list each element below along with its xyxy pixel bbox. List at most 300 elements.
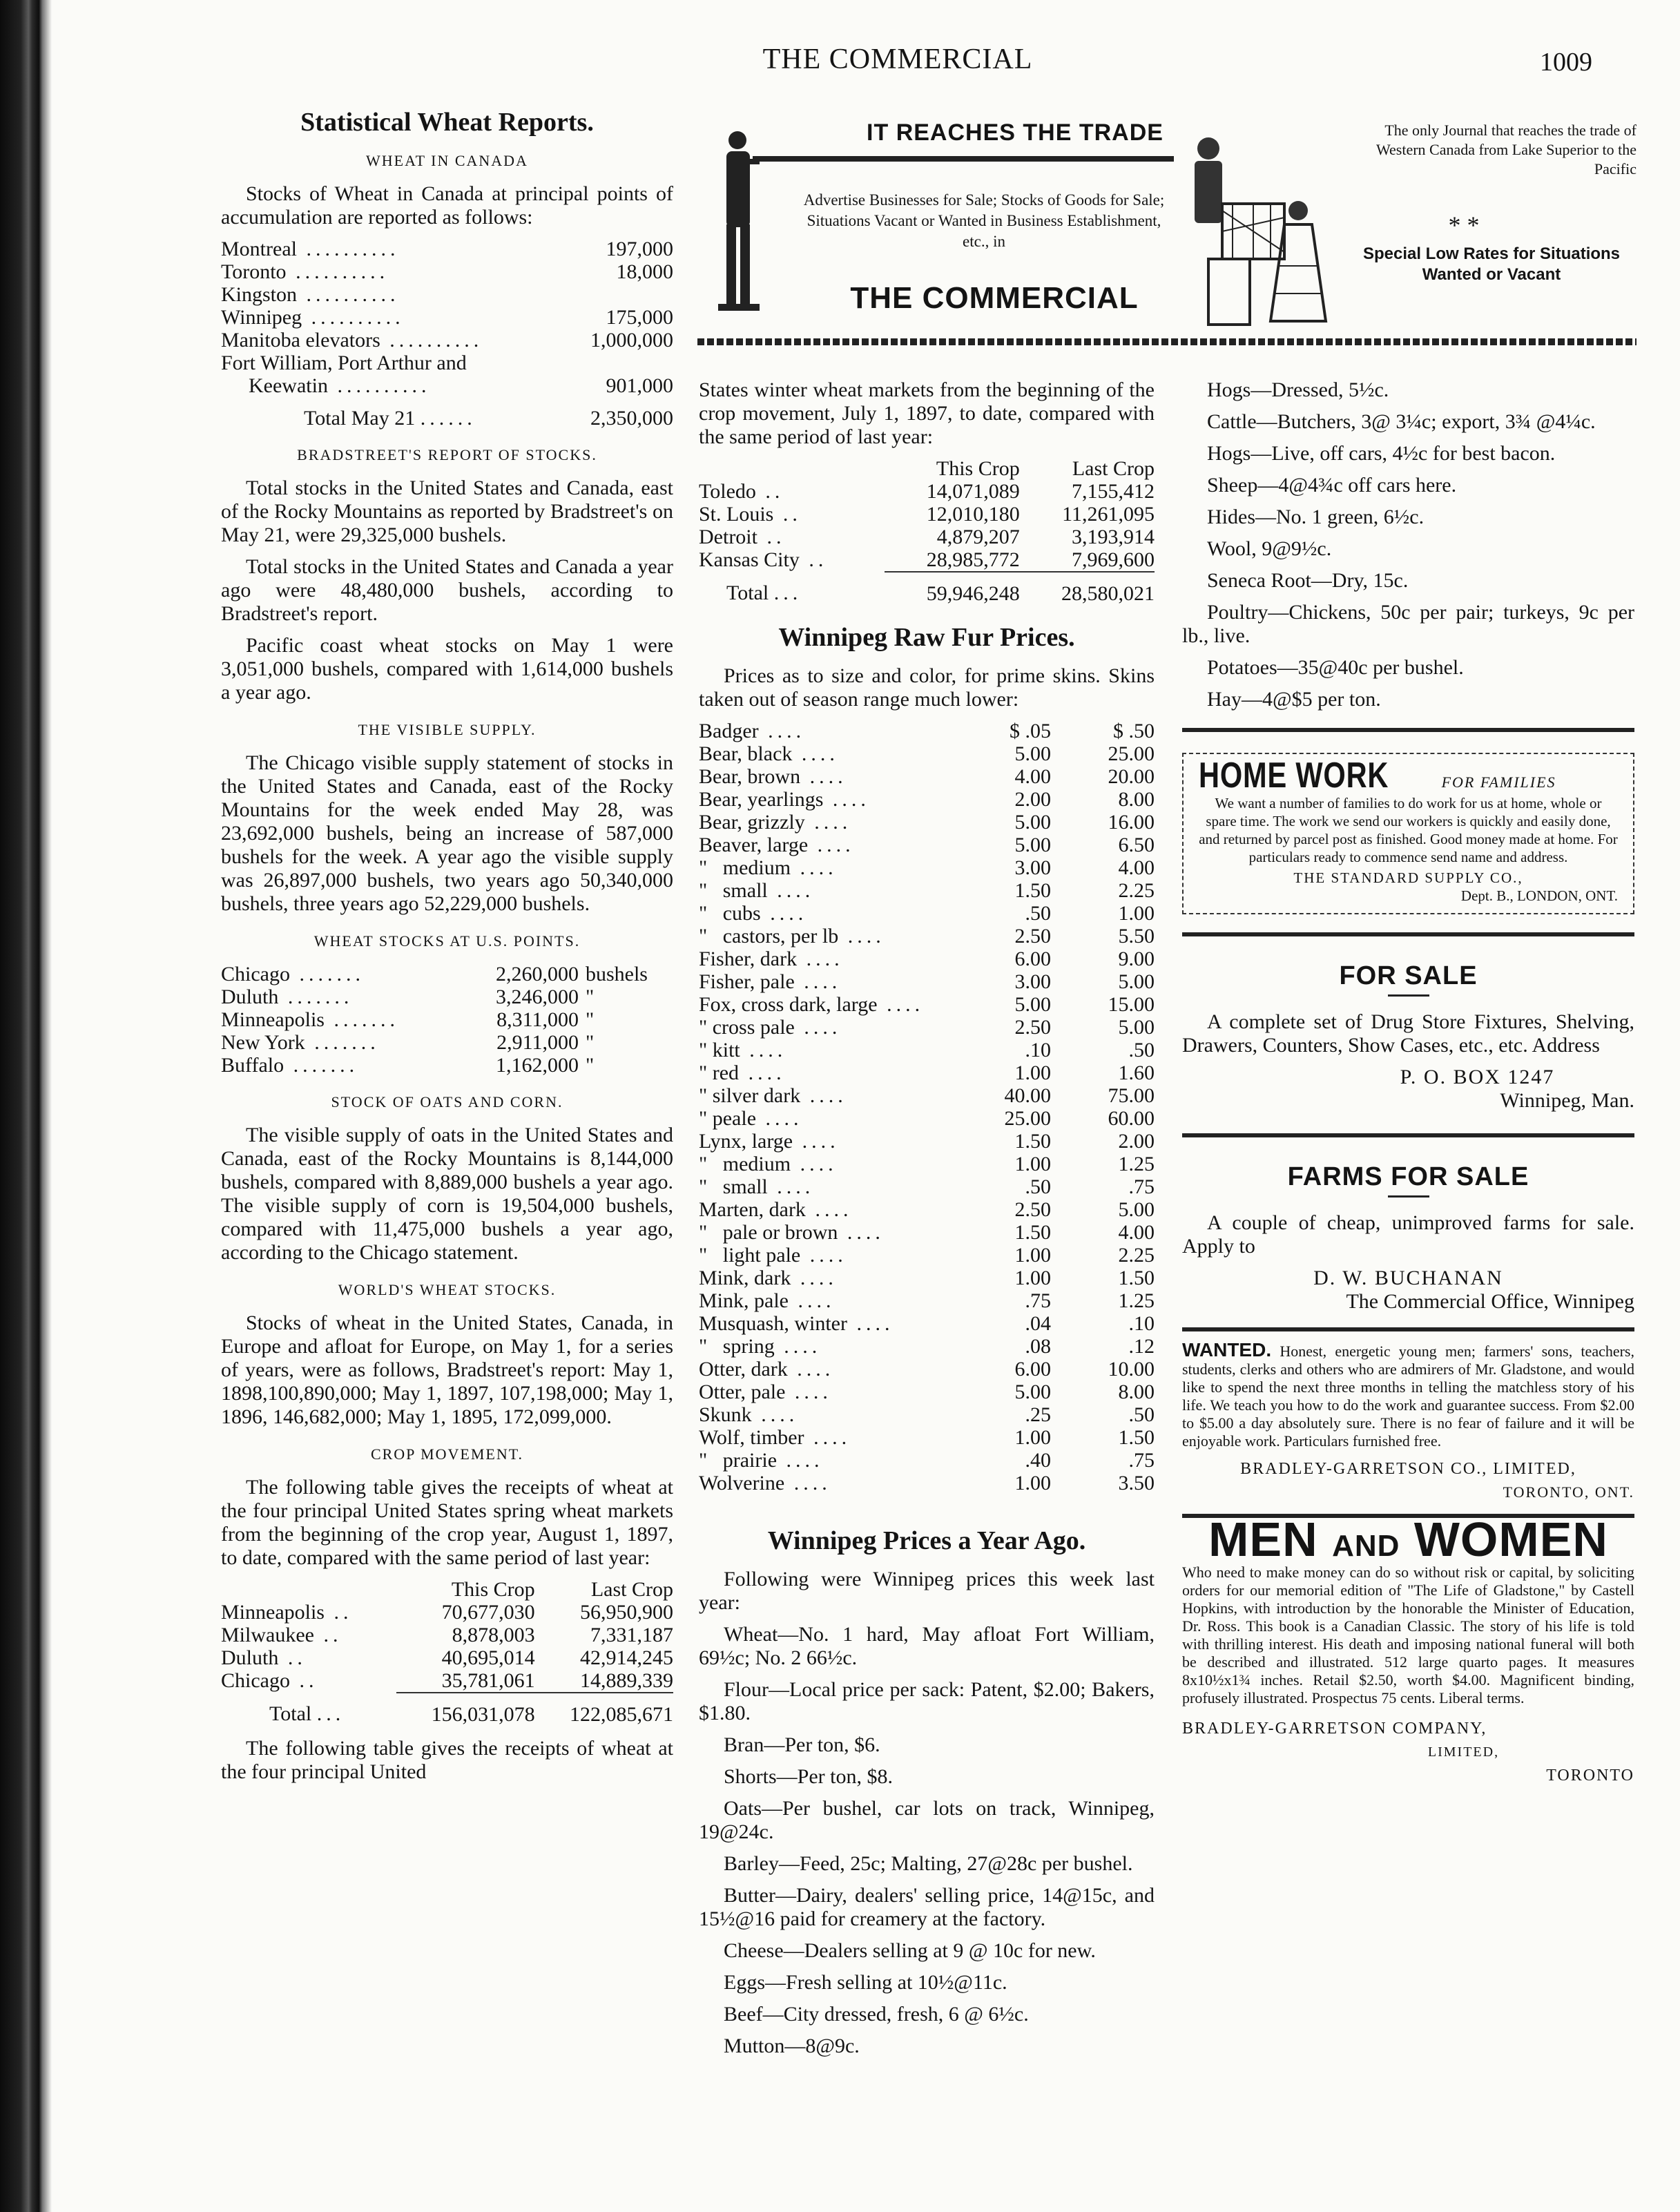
- leader-dots: ....: [788, 1289, 836, 1312]
- col-header: Last Crop: [590, 1578, 673, 1601]
- table-row: [699, 1289, 1155, 1312]
- row-value: .50: [1128, 1039, 1155, 1061]
- label-text: Bear, black: [699, 742, 793, 765]
- leader-dots: ....: [838, 925, 885, 948]
- row-value: 5.00: [1014, 742, 1051, 765]
- fur-prices-table: [699, 720, 1155, 1494]
- row-label: [699, 503, 885, 526]
- row-value: 40,695,014: [441, 1646, 535, 1669]
- leader-dots: ....: [877, 993, 925, 1016]
- table-row: [221, 306, 673, 329]
- label-text: Fisher, pale: [699, 970, 795, 993]
- row-label: [699, 856, 975, 879]
- row-value: .04: [1025, 1312, 1051, 1335]
- subhead-world-stocks: WORLD'S WHEAT STOCKS.: [338, 1281, 557, 1298]
- leader-dots: ..: [755, 480, 784, 503]
- row-label: [221, 1601, 396, 1624]
- row-value: 1.00: [1014, 1426, 1051, 1449]
- subhead-us-points: WHEAT STOCKS AT U.S. POINTS.: [313, 932, 581, 950]
- row-label: [699, 834, 975, 856]
- ad-subtitle: FOR FAMILIES: [1441, 773, 1556, 791]
- leader-dots: ....: [767, 879, 815, 902]
- subhead-wheat-in-canada: WHEAT IN CANADA: [366, 152, 528, 169]
- table-row: [699, 503, 1155, 526]
- paragraph: The Chicago visible supply statement of stocks in the United States and Canada, east of the Rocky Mountains for the week ended May 28, was 23,692,000 bushels, being an increase of 587,000 bushels for the week. A year ago the visible supply was 26,897,000 bushels, two years ago 50,340,000 bushels, three years ago 52,229,000 bushels.: [221, 751, 673, 915]
- row-value: 1.50: [1118, 1426, 1155, 1449]
- label-text: Fox, cross dark, large: [699, 993, 878, 1016]
- table-row: [699, 1267, 1155, 1289]
- ad-company: THE STANDARD SUPPLY CO.,: [1293, 869, 1523, 886]
- row-value: 1,000,000: [590, 329, 673, 352]
- row-unit: ": [585, 1008, 595, 1031]
- leader-dots: ..: [757, 526, 786, 548]
- leader-dots: ....: [794, 1016, 842, 1039]
- table-row: [221, 260, 673, 283]
- label-text: Minneapolis: [221, 1601, 325, 1624]
- row-label: [221, 1624, 396, 1646]
- table-row: [221, 1669, 673, 1693]
- row-label: [699, 1221, 975, 1244]
- men-and-women-title: [1182, 1512, 1634, 1566]
- row-value: 15.00: [1108, 993, 1155, 1016]
- section-headline: Winnipeg Prices a Year Ago.: [767, 1526, 1086, 1555]
- label-text: Winnipeg: [221, 306, 302, 329]
- row-value: 5.00: [1118, 1016, 1155, 1039]
- label-text: Otter, pale: [699, 1381, 786, 1403]
- commercial-ad-banner: [697, 114, 1636, 349]
- row-value: 75.00: [1108, 1084, 1155, 1107]
- leader-dots: ....: [739, 1061, 786, 1084]
- total-label: Total: [269, 1702, 312, 1725]
- list-item: Butter—Dairy, dealers' selling price, 14@15c, and 15½@16 paid for creamery at the factory.: [699, 1884, 1155, 1930]
- leader-dots: ..: [313, 1624, 342, 1646]
- leader-dots: ....: [791, 856, 838, 879]
- label-text: " peale: [699, 1107, 757, 1130]
- divider: [1182, 1327, 1634, 1331]
- label-text: Beaver, large: [699, 834, 809, 856]
- row-value: .10: [1025, 1039, 1051, 1061]
- label-text: Montreal: [221, 238, 297, 260]
- prices-list: [699, 1623, 1155, 2058]
- leader-dots: ..: [773, 503, 802, 526]
- row-label: [699, 993, 975, 1016]
- row-value: 2,911,000: [496, 1031, 579, 1054]
- ad-body: Advertise Businesses for Sale; Stocks of Goods for Sale; Situations Vacant or Wanted in Business Establishment, etc., in: [803, 191, 1165, 250]
- row-label: [221, 352, 565, 374]
- row-label: [699, 1039, 975, 1061]
- table-row: [699, 1107, 1155, 1130]
- row-value: 56,950,900: [580, 1601, 673, 1624]
- label-text: Lynx, large: [699, 1130, 793, 1153]
- label-text: Manitoba elevators: [221, 329, 380, 352]
- row-value: 35,781,061: [441, 1669, 535, 1692]
- row-value: 5.00: [1014, 1381, 1051, 1403]
- row-value: .40: [1025, 1449, 1051, 1472]
- total-label: Total May 21: [304, 407, 416, 430]
- paragraph: Total stocks in the United States and Canada, east of the Rocky Mountains as reported by Bradstreet's on May 21, were 29,325,000 bushels.: [221, 477, 673, 546]
- row-value: 5.00: [1118, 970, 1155, 993]
- leader-dots: .......: [305, 1031, 380, 1054]
- table-row: [221, 374, 673, 397]
- row-value: 11,261,095: [1062, 503, 1155, 526]
- title-part: WOMEN: [1413, 1512, 1608, 1566]
- label-text: " small: [699, 879, 768, 902]
- merchants-figure-icon: [1167, 128, 1333, 328]
- table-row: [699, 1130, 1155, 1153]
- label-text: Duluth: [221, 985, 279, 1008]
- row-label: [699, 1267, 975, 1289]
- leader-dots: ..........: [302, 306, 405, 329]
- leader-dots: .......: [284, 1054, 359, 1077]
- row-value: 25.00: [1004, 1107, 1051, 1130]
- row-value: 1.00: [1014, 1061, 1051, 1084]
- paragraph: The following table gives the receipts of wheat at the four principal United States spring wheat markets from the beginning of the crop year, August 1, 1897, to date, compared with the same period of last year:: [221, 1476, 673, 1569]
- row-value: 197,000: [606, 238, 673, 260]
- row-label: [699, 1312, 975, 1335]
- subhead-bradstreet: BRADSTREET'S REPORT OF STOCKS.: [297, 446, 597, 463]
- list-item: Seneca Root—Dry, 15c.: [1207, 569, 1409, 592]
- row-value: $ .05: [1010, 720, 1051, 742]
- row-label: [699, 1244, 975, 1267]
- label-text: Duluth: [221, 1646, 279, 1669]
- row-value: 5.00: [1014, 811, 1051, 834]
- ad-brand: THE COMMERCIAL: [850, 281, 1139, 315]
- row-label: [221, 283, 565, 306]
- table-row: [699, 1039, 1155, 1061]
- row-label: [221, 963, 465, 985]
- ad-right-text: The only Journal that reaches the trade of Western Canada from Lake Superior to the Pacific: [1376, 122, 1636, 177]
- table-row: [699, 1016, 1155, 1039]
- list-item: Poultry—Chickens, 50c per pair; turkeys, 9c per lb., live.: [1182, 601, 1634, 647]
- table-row: [699, 902, 1155, 925]
- table-row: [699, 1335, 1155, 1358]
- table-row: [699, 788, 1155, 811]
- leader-dots: ....: [804, 1426, 851, 1449]
- row-label: [221, 306, 565, 329]
- label-text: " pale or brown: [699, 1221, 838, 1244]
- table-row: [221, 963, 673, 985]
- row-value: 14,889,339: [580, 1669, 673, 1692]
- leader-dots: ....: [808, 834, 855, 856]
- row-value: 8.00: [1118, 788, 1155, 811]
- us-points-table: [221, 963, 673, 1077]
- row-value: 1.00: [1014, 1267, 1051, 1289]
- row-value: 10.00: [1108, 1358, 1155, 1381]
- row-value: 4.00: [1118, 1221, 1155, 1244]
- leader-dots: ....: [756, 1107, 803, 1130]
- label-text: Marten, dark: [699, 1198, 806, 1221]
- ad-company: BRADLEY-GARRETSON COMPANY,: [1182, 1720, 1487, 1738]
- prices-list-continued: [1182, 378, 1634, 711]
- row-value: 2.50: [1014, 925, 1051, 948]
- label-text: Bear, grizzly: [699, 811, 805, 834]
- leader-dots: ....: [791, 1153, 838, 1175]
- row-label: [699, 1449, 975, 1472]
- ad-title: IT REACHES THE TRADE: [867, 119, 1164, 146]
- table-row: [699, 765, 1155, 788]
- row-label: [699, 811, 975, 834]
- table-row: [699, 1312, 1155, 1335]
- row-value: 2,260,000: [495, 963, 579, 985]
- ad-company: BRADLEY-GARRETSON CO., LIMITED,: [1240, 1460, 1576, 1478]
- leader-dots: ..........: [297, 283, 400, 306]
- label-text: Otter, dark: [699, 1358, 788, 1381]
- label-text: Toronto: [221, 260, 287, 283]
- table-row: [699, 1198, 1155, 1221]
- ad-title: WANTED.: [1182, 1339, 1272, 1360]
- row-value: 5.00: [1014, 834, 1051, 856]
- table-row: [699, 548, 1155, 572]
- label-text: Kingston: [221, 283, 298, 306]
- label-text: " silver dark: [699, 1084, 801, 1107]
- column-middle: [699, 378, 1155, 2066]
- row-value: .08: [1025, 1335, 1051, 1358]
- row-label: [221, 1646, 396, 1669]
- title-part: AND: [1332, 1529, 1400, 1563]
- list-item: Hides—No. 1 green, 6½c.: [1207, 506, 1425, 528]
- row-value: 1.50: [1014, 1221, 1051, 1244]
- label-text: Wolf, timber: [699, 1426, 804, 1449]
- label-text: " kitt: [699, 1039, 740, 1061]
- farms-title: FARMS FOR SALE: [1287, 1162, 1529, 1191]
- label-text: Milwaukee: [221, 1624, 314, 1646]
- label-text: Buffalo: [221, 1054, 284, 1077]
- paragraph: A couple of cheap, unimproved farms for sale. Apply to: [1182, 1211, 1634, 1258]
- label-text: " light pale: [699, 1244, 801, 1267]
- row-label: [699, 480, 885, 503]
- leader-dots: ....: [847, 1312, 894, 1335]
- list-item: Flour—Local price per sack: Patent, $2.00; Bakers, $1.80.: [699, 1678, 1155, 1724]
- row-value: 1.50: [1014, 1130, 1051, 1153]
- divider: [1182, 1133, 1634, 1137]
- for-sale-title: FOR SALE: [1339, 961, 1478, 990]
- label-text: Fisher, dark: [699, 948, 798, 970]
- col-header: This Crop: [936, 457, 1020, 480]
- row-value: 20.00: [1108, 765, 1155, 788]
- row-value: 12,010,180: [926, 503, 1020, 526]
- ad-body: Honest, energetic young men; farmers' sons, teachers, students, clerks and others who are admirers of Mr. Gladstone, and would like to spend the next three months in telling the matchless story of his life. We teach you how to do the work and guarantee success. From $2.00 to $5.00 a day absolutely sure. There is no fear of failure and it will be enjoyable work. Particulars furnished free.: [1182, 1343, 1634, 1450]
- leader-dots: ....: [793, 1130, 840, 1153]
- row-label: [699, 548, 885, 572]
- list-item: Barley—Feed, 25c; Malting, 27@28c per bushel.: [724, 1852, 1133, 1875]
- row-value: 1.25: [1118, 1153, 1155, 1175]
- row-value: 70,677,030: [441, 1601, 535, 1624]
- row-value: 3,246,000: [495, 985, 579, 1008]
- table-row: [699, 1244, 1155, 1267]
- row-label: [699, 1175, 975, 1198]
- book-spine-edge: [0, 0, 52, 2212]
- ad-city: TORONTO, ONT.: [1503, 1483, 1634, 1501]
- label-text: " spring: [699, 1335, 775, 1358]
- row-label: [699, 1198, 975, 1221]
- label-text: " prairie: [699, 1449, 778, 1472]
- row-value: 1.00: [1118, 902, 1155, 925]
- leader-dots: ....: [805, 1198, 853, 1221]
- list-item: Potatoes—35@40c per bushel.: [1207, 656, 1464, 679]
- row-label: [221, 374, 565, 397]
- table-row: [699, 834, 1155, 856]
- table-row: [221, 238, 673, 260]
- leader-dots: ....: [767, 1175, 815, 1198]
- label-text: Bear, yearlings: [699, 788, 824, 811]
- row-value: 1.50: [1014, 879, 1051, 902]
- row-label: [699, 1061, 975, 1084]
- row-label: [699, 1130, 975, 1153]
- row-value: 7,969,600: [1072, 548, 1155, 571]
- banner-bar: [753, 152, 1174, 166]
- leader-dots: ....: [800, 1244, 847, 1267]
- list-item: Cheese—Dealers selling at 9 @ 10c for new.: [724, 1939, 1096, 1962]
- row-value: 1.00: [1014, 1472, 1051, 1494]
- row-label: [221, 238, 565, 260]
- row-value: 14,071,089: [926, 480, 1020, 503]
- paragraph: The visible supply of oats in the United States and Canada, east of the Rocky Mountains is 8,144,000 bushels, compared with 8,889,000 bushels a year ago. The visible supply of corn is 19,504,000 bushels, compared with 11,475,000 bushels a year ago, according to the Chicago statement.: [221, 1124, 673, 1264]
- row-value: 1.50: [1118, 1267, 1155, 1289]
- row-value: 6.00: [1014, 1358, 1051, 1381]
- paragraph: Prices as to size and color, for prime skins. Skins taken out of season range much lower:: [699, 664, 1155, 711]
- ad-limited: LIMITED,: [1427, 1744, 1500, 1760]
- row-value: 3,193,914: [1072, 526, 1155, 548]
- total-value: 59,946,248: [885, 572, 1019, 605]
- divider: [1182, 728, 1634, 732]
- subhead-visible-supply: THE VISIBLE SUPPLY.: [358, 721, 537, 738]
- leader-dots: ....: [740, 1039, 787, 1061]
- row-label: [221, 329, 565, 352]
- row-value: [565, 283, 673, 306]
- row-value: .75: [1025, 1289, 1051, 1312]
- row-unit: bushels: [585, 963, 648, 985]
- label-text: Fort William, Port Arthur and: [221, 352, 467, 374]
- row-value: 3.50: [1118, 1472, 1155, 1494]
- leader-dots: ....: [792, 742, 839, 765]
- label-text: " red: [699, 1061, 740, 1084]
- row-value: 60.00: [1108, 1107, 1155, 1130]
- paragraph: Stocks of wheat in the United States, Canada, in Europe and afloat for Europe, on May 1, for a series of years, were as follows, Bradstreet's report: May 1, 1898,100,890,000; May 1, 1897, 107,198,000; May 1, 1896, 146,682,000; May 1, 1895, 172,099,000.: [221, 1311, 673, 1428]
- table-row: [699, 879, 1155, 902]
- row-label: [699, 1335, 975, 1358]
- label-text: " cross pale: [699, 1016, 795, 1039]
- leader-dots: ....: [784, 1472, 831, 1494]
- row-value: 5.50: [1118, 925, 1155, 948]
- total-label: Total: [726, 581, 769, 604]
- label-text: New York: [221, 1031, 305, 1054]
- row-value: 1.25: [1118, 1289, 1155, 1312]
- table-row: [699, 1403, 1155, 1426]
- label-text: " castors, per lb: [699, 925, 839, 948]
- row-unit: ": [585, 985, 595, 1008]
- table-row: [221, 1054, 673, 1077]
- table-row: [699, 811, 1155, 834]
- label-text: Musquash, winter: [699, 1312, 847, 1335]
- list-item: Sheep—4@4¾c off cars here.: [1207, 474, 1457, 497]
- row-unit: ": [585, 1054, 595, 1077]
- label-text: Chicago: [221, 963, 290, 985]
- row-value: 901,000: [606, 374, 673, 397]
- contact-office: The Commercial Office, Winnipeg: [1346, 1290, 1634, 1313]
- ad-special-rates: Special Low Rates for Situations Wanted or Vacant: [1362, 244, 1621, 284]
- section-headline: Statistical Wheat Reports.: [300, 108, 594, 137]
- row-label: [221, 985, 465, 1008]
- row-value: 7,331,187: [590, 1624, 673, 1646]
- wanted-ad: [1182, 1341, 1634, 1450]
- table-row: [699, 993, 1155, 1016]
- row-value: 40.00: [1004, 1084, 1051, 1107]
- leader-dots: ..........: [296, 238, 400, 260]
- row-label: [699, 1358, 975, 1381]
- table-row: [221, 352, 673, 374]
- row-label: [699, 1107, 975, 1130]
- leader-dots: ..: [278, 1646, 307, 1669]
- row-value: 6.50: [1118, 834, 1155, 856]
- label-text: Minneapolis: [221, 1008, 325, 1031]
- list-item: Eggs—Fresh selling at 10½@11c.: [724, 1971, 1007, 1994]
- label-text: St. Louis: [699, 503, 774, 526]
- total-value: 122,085,671: [535, 1693, 673, 1726]
- total-value: 156,031,078: [396, 1693, 534, 1726]
- table-row: [221, 329, 673, 352]
- row-value: 28,985,772: [926, 548, 1020, 571]
- row-value: 3.00: [1014, 856, 1051, 879]
- leader-dots: ..: [289, 1669, 318, 1692]
- label-text: Detroit: [699, 526, 757, 548]
- table-row: [699, 1153, 1155, 1175]
- leader-dots: ..........: [286, 260, 389, 283]
- leader-dots: ....: [760, 902, 808, 925]
- subhead-oats-corn: STOCK OF OATS AND CORN.: [331, 1093, 563, 1110]
- canada-total: Total May 21 ...... 2,350,000: [304, 407, 673, 430]
- label-text: Wolverine: [699, 1472, 785, 1494]
- ad-body: We want a number of families to do work for us at home, whole or spare time. The work we send our workers is quickly and easily done, and returned by parcel post as finished. Good money made at home. For particulars ready to commence send name and address.: [1199, 795, 1618, 865]
- table-row: [699, 1358, 1155, 1381]
- leader-dots: ....: [838, 1221, 885, 1244]
- leader-dots: ....: [758, 720, 806, 742]
- label-text: Mink, dark: [699, 1267, 791, 1289]
- leader-dots: ..........: [327, 374, 431, 397]
- row-value: 1.60: [1118, 1061, 1155, 1084]
- row-value: .75: [1128, 1175, 1155, 1198]
- list-item: Wheat—No. 1 hard, May afloat Fort William, 69½c; No. 2 66½c.: [699, 1623, 1155, 1669]
- leader-dots: ....: [823, 788, 870, 811]
- row-label: [221, 1669, 396, 1693]
- leader-dots: ....: [797, 948, 844, 970]
- row-label: [699, 1472, 975, 1494]
- paragraph: Total stocks in the United States and Canada a year ago were 48,480,000 bushels, according to Bradstreet's report.: [221, 555, 673, 625]
- row-value: 9.00: [1118, 948, 1155, 970]
- table-row: [221, 1624, 673, 1646]
- row-value: 5.00: [1014, 993, 1051, 1016]
- row-value: 1.00: [1014, 1153, 1051, 1175]
- row-label: [699, 788, 975, 811]
- row-label: [699, 1289, 975, 1312]
- po-box: P. O. BOX 1247: [1400, 1066, 1555, 1088]
- row-label: [699, 526, 885, 548]
- list-item: Cattle—Butchers, 3@ 3¼c; export, 3¾ @4¼c.: [1207, 410, 1596, 433]
- row-value: 25.00: [1108, 742, 1155, 765]
- row-label: [221, 1054, 465, 1077]
- table-row: [221, 283, 673, 306]
- home-work-ad: [1182, 753, 1634, 914]
- table-row: [699, 948, 1155, 970]
- row-value: .50: [1025, 902, 1051, 925]
- row-value: 3.00: [1014, 970, 1051, 993]
- leader-dots: ....: [804, 811, 852, 834]
- list-item: Oats—Per bushel, car lots on track, Winnipeg, 19@24c.: [699, 1797, 1155, 1843]
- canada-stocks-table: [221, 238, 673, 397]
- row-value: $ .50: [1113, 720, 1155, 742]
- list-item: Hogs—Dressed, 5½c.: [1207, 378, 1389, 401]
- row-value: 8,311,000: [496, 1008, 579, 1031]
- row-value: .50: [1128, 1403, 1155, 1426]
